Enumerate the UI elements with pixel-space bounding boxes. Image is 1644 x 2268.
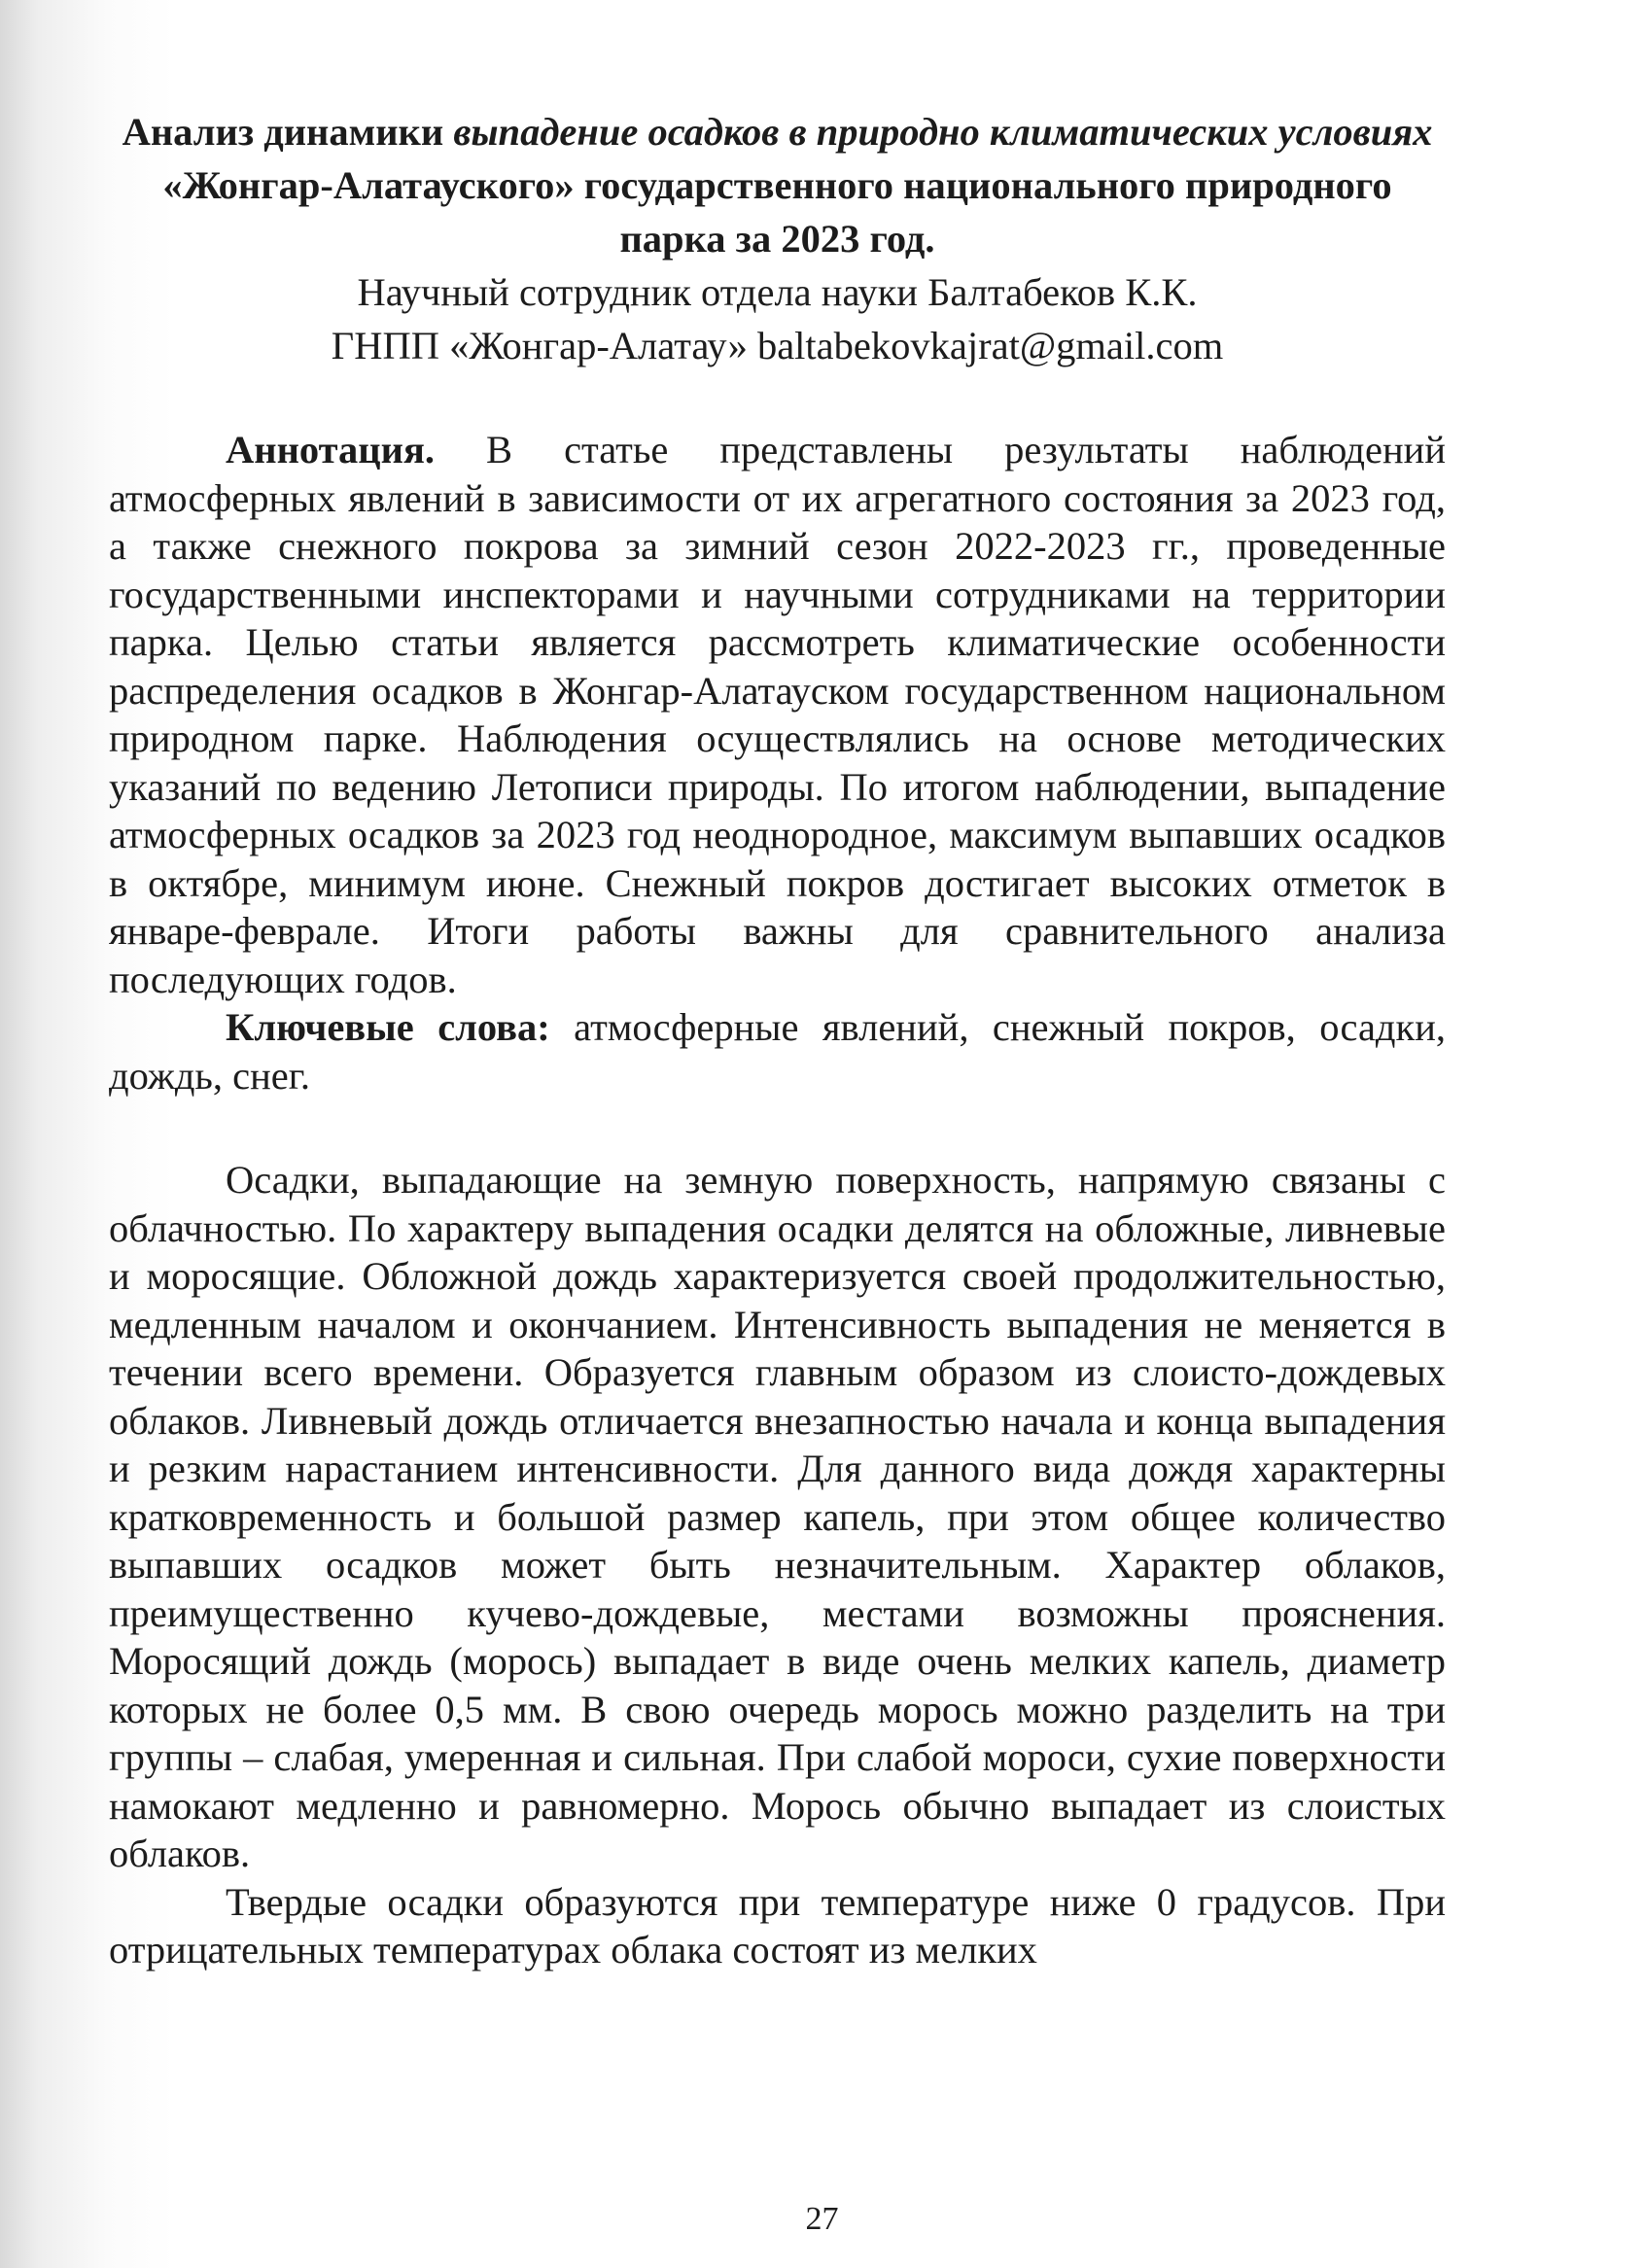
title-part-2: выпадение осадков в природно климатических условиях (453, 110, 1433, 154)
title-part-3: «Жонгар-Алатауского» государственного национального природного парка за 2023 год. (162, 163, 1392, 261)
author-line: Научный сотрудник отдела науки Балтабеков К.К. (357, 270, 1198, 314)
abstract-text: В статье представлены результаты наблюдений атмосферных явлений в зависимости от их агрегатного состояния за 2023 год, а также снежного покрова за зимний сезон 2022-2023 гг., проведенные государственными инспекторами и научными сотрудниками на территории парка. Целью статьи является рассмотреть климатические особенности распределения осадков в Жонгар-Алатауском государственном национальном природном парке. Наблюдения осуществлялись на основе методических указаний по ведению Летописи природы. По итогом наблюдении, выпадение атмосферных осадков за 2023 год неоднородное, максимум выпавших осадков в октябре, минимум июне. Снежный покров достигает высоких отметок в январе-феврале. Итоги работы важны для сравнительного анализа последующих годов. (109, 428, 1446, 1001)
abstract-label: Аннотация. (226, 428, 435, 471)
abstract-paragraph (109, 426, 1446, 1003)
spacer (109, 372, 1446, 426)
article-title (109, 105, 1446, 265)
keywords-label: Ключевые слова: (226, 1005, 550, 1049)
title-part-1: Анализ динамики (122, 110, 454, 154)
affiliation-line: ГНПП «Жонгар-Алатау» baltabekovkajrat@gmail.com (331, 324, 1224, 367)
body-paragraph: Осадки, выпадающие на земную поверхность, напрямую связаны с облачностью. По характеру выпадения осадки делятся на обложные, ливневые и моросящие. Обложной дождь характеризуется своей продолжительностью, медленным началом и окончанием. Интенсивность выпадения не меняется в течении всего времени. Образуется главным образом из слоисто-дождевых облаков. Ливневый дождь отличается внезапностью начала и конца выпадения и резким нарастанием интенсивности. Для данного вида дождя характерны кратковременность и большой размер капель, при этом общее количество выпавших осадков может быть незначительным. Характер облаков, преимущественно кучево-дождевые, местами возможны прояснения. Моросящий дождь (морось) выпадает в виде очень мелких капель, диаметр которых не более 0,5 мм. В свою очередь морось можно разделить на три группы – слабая, умеренная и сильная. При слабой мороси, сухие поверхности намокают медленно и равномерно. Морось обычно выпадает из слоистых облаков. (109, 1158, 1446, 1875)
body-paragraph: Твердые осадки образуются при температуре ниже 0 градусов. При отрицательных температурах облака состоят из мелких (109, 1879, 1446, 1971)
page-number: 27 (805, 2201, 839, 2237)
keywords-text: атмосферные явлений, снежный покров, осадки, дождь, снег. (109, 1005, 1446, 1098)
page-content (109, 105, 1446, 1974)
keywords-paragraph (109, 1003, 1446, 1099)
spacer (109, 1099, 1446, 1156)
